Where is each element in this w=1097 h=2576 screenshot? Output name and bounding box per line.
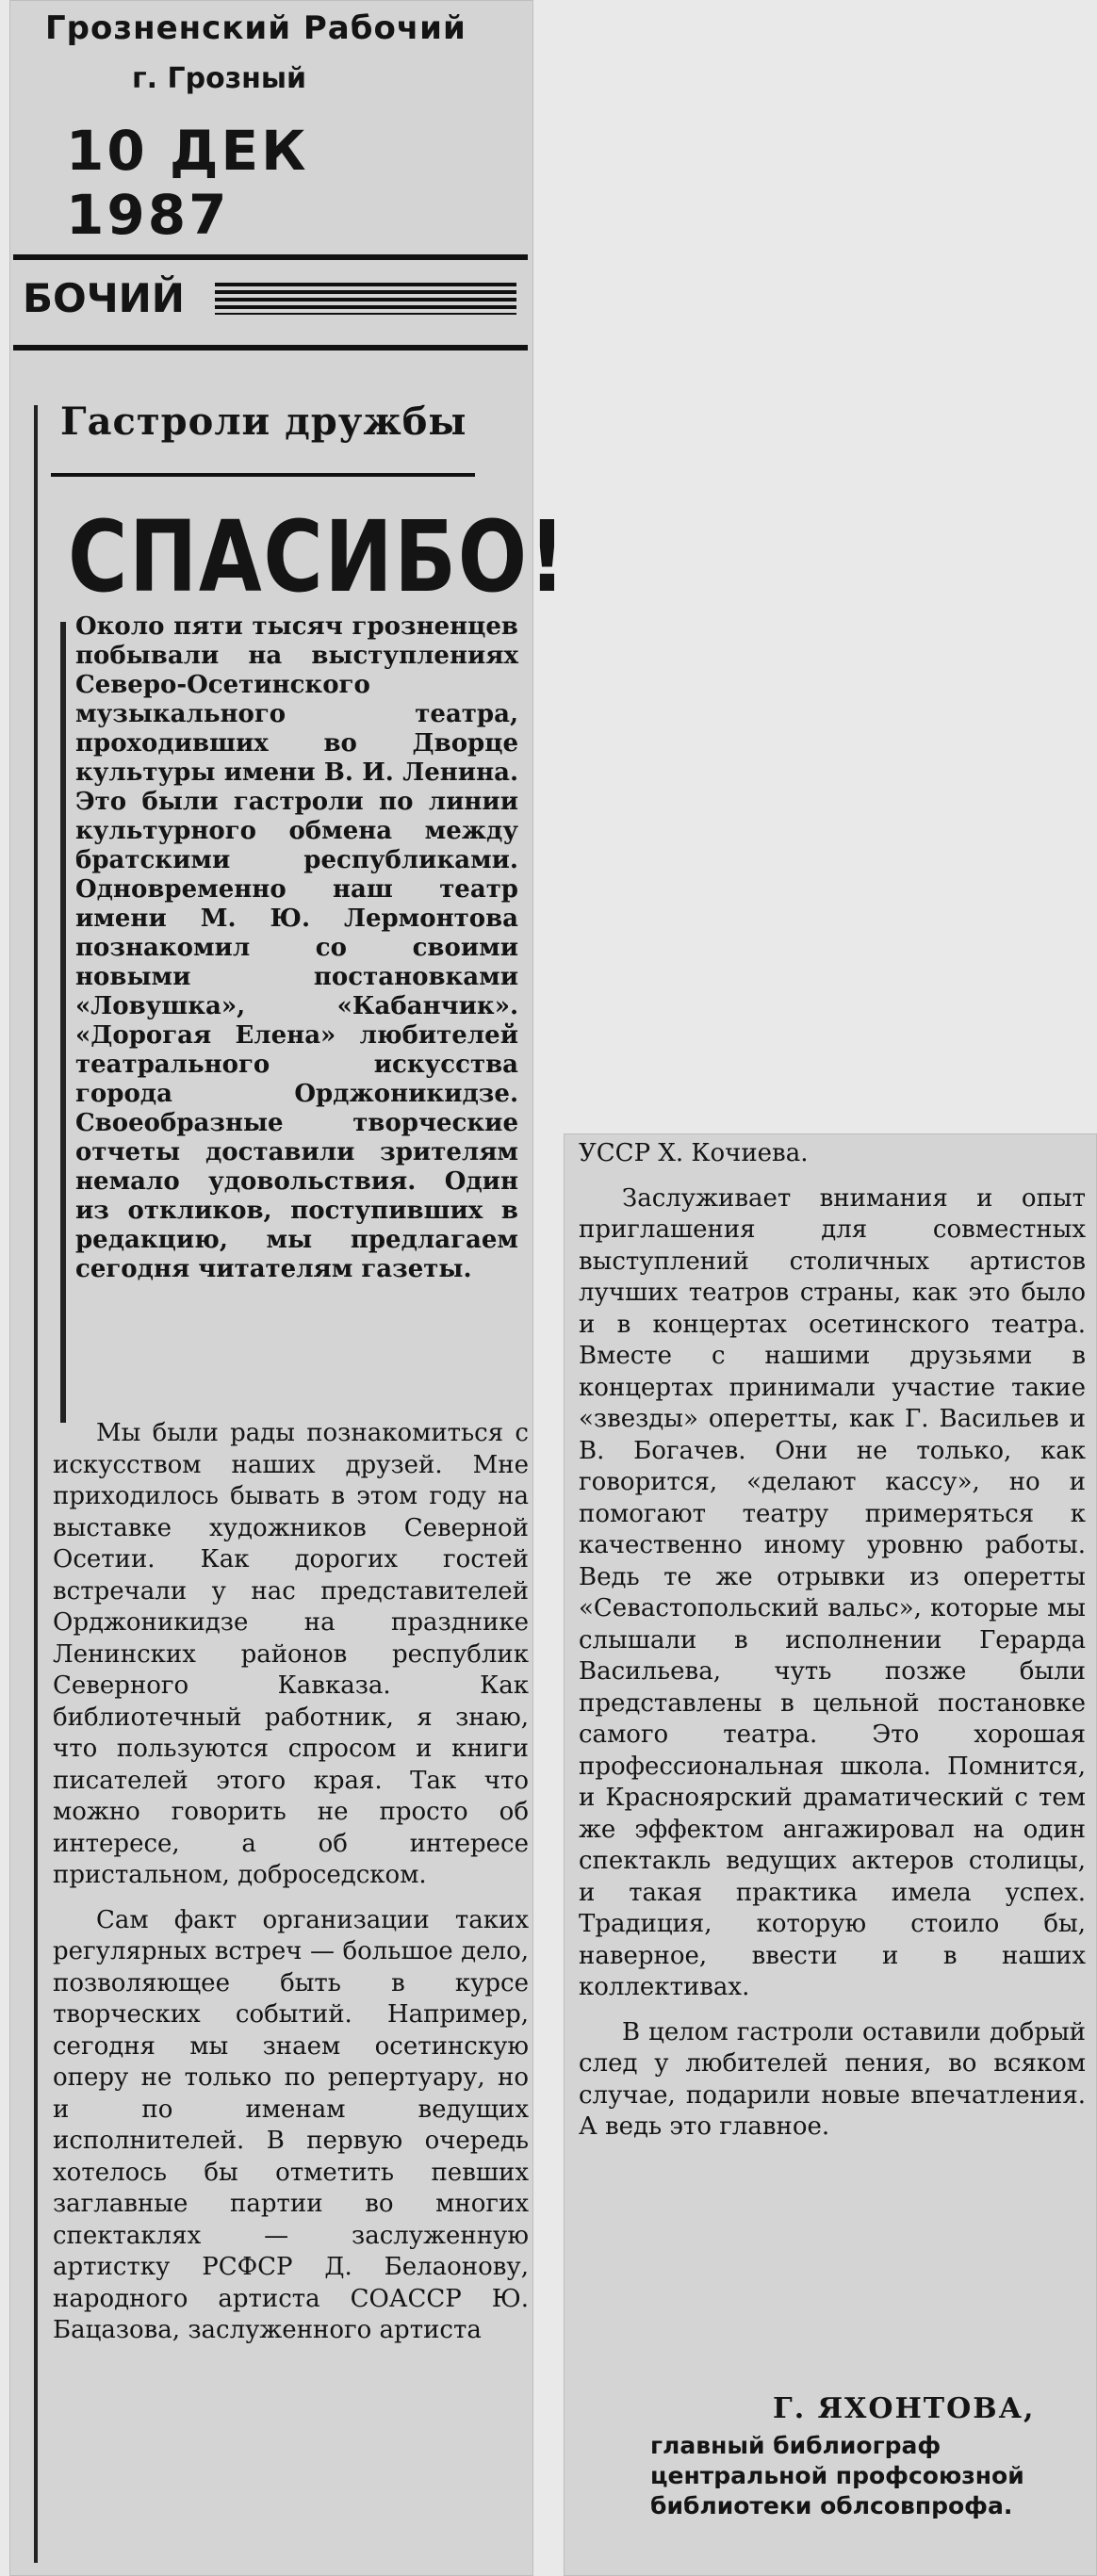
body-paragraph: Мы были рады познакомиться с искусством наших друзей. Мне приходилось бывать в этом году на выставке художников Северной Осетии. Как дорогих гостей встречали у нас представителей Орджоникидзе на празднике Ленинских районов республик Северного Кавказа. Как библиотечный работник, я знаю, что пользуются спросом и книги писателей этого края. Так что можно говорить не просто об интересе, а об интересе пристальном, доброседском. (53, 1419, 529, 1889)
body-paragraph: УССР Х. Кочиева. (579, 1139, 809, 1167)
article-body-left (53, 1418, 529, 2360)
divider (51, 473, 475, 477)
stamp-date: 10 ДЕК 1987 (66, 119, 309, 247)
lead-paragraph: Около пяти тысяч грозненцев побывали на выступлениях Северо-Осетинского музыкального театра, проходивших во Дворце культуры имени В. И. Ленина. Это были гастроли по линии культурного обмена между братскими республиками. Одновременно наш театр имени М. Ю. Лермонтова познакомил со своими новыми постановками «Ловушка», «Кабанчик». «Дорогая Елена» любителей театрального искусства города Орджоникидзе. Своеобразные творческие отчеты доставили зрителям немало удовольствия. Один из откликов, поступивших в редакцию, мы предлагаем сегодня читателям газеты. (75, 612, 518, 1283)
divider (13, 345, 528, 351)
article-headline: СПАСИБО! (68, 499, 567, 614)
author-position: главный библиограф центральной профсоюзной библиотеки облсовпрофа. (650, 2432, 1024, 2519)
lead-marker (60, 622, 66, 1423)
masthead-lines (215, 283, 516, 315)
stamp-newspaper: Грозненский Рабочий (45, 9, 467, 47)
article-body-right (579, 1138, 1086, 2157)
stamp-city: г. Грозный (132, 62, 307, 95)
masthead: БОЧИЙ (23, 275, 185, 321)
article-lead (75, 612, 518, 1297)
divider (13, 254, 528, 260)
body-paragraph: В целом гастроли оставили добрый след у любителей пения, во всяком случае, подарили новые впечатления. А ведь это главное. (579, 2017, 1086, 2141)
rubric-heading: Гастроли дружбы (60, 399, 467, 444)
body-paragraph: Сам факт организации таких регулярных встреч — большое дело, позволяющее быть в курсе творческих событий. Например, сегодня мы знаем осетинскую оперу не только по репертуару, но и по именам ведущих исполнителей. В первую очередь хотелось бы отметить певших заглавные партии во многих спектаклях — заслуженную артистку РСФСР Д. Белаонову, народного артиста СОАССР Ю. Бацазова, заслуженного артиста (53, 1905, 529, 2344)
body-paragraph: Заслуживает внимания и опыт приглашения для совместных выступлений столичных артистов лучших театров страны, как это было и в концертах осетинского театра. Вместе с нашими друзьями в концертах принимали участие такие «звезды» оперетты, как Г. Васильев и В. Богачев. Они не только, как говорится, «делают кассу», но и помогают театру примеряться к качественно иному уровню работы. Ведь те же отрывки из оперетты «Севастопольский вальс», которые мы слышали в исполнении Герарда Васильева, чуть позже были представлены в цельной постановке самого театра. Это хорошая профессиональная школа. Помнится, и Красноярский драматический с тем же эффектом ангажировал на один спектакль ведущих актеров столицы, и такая практика имела успех. Традиция, которую стоило бы, наверное, ввести и в наших коллективах. (579, 1183, 1086, 2001)
author-name: Г. ЯХОНТОВА, (773, 2392, 1036, 2425)
